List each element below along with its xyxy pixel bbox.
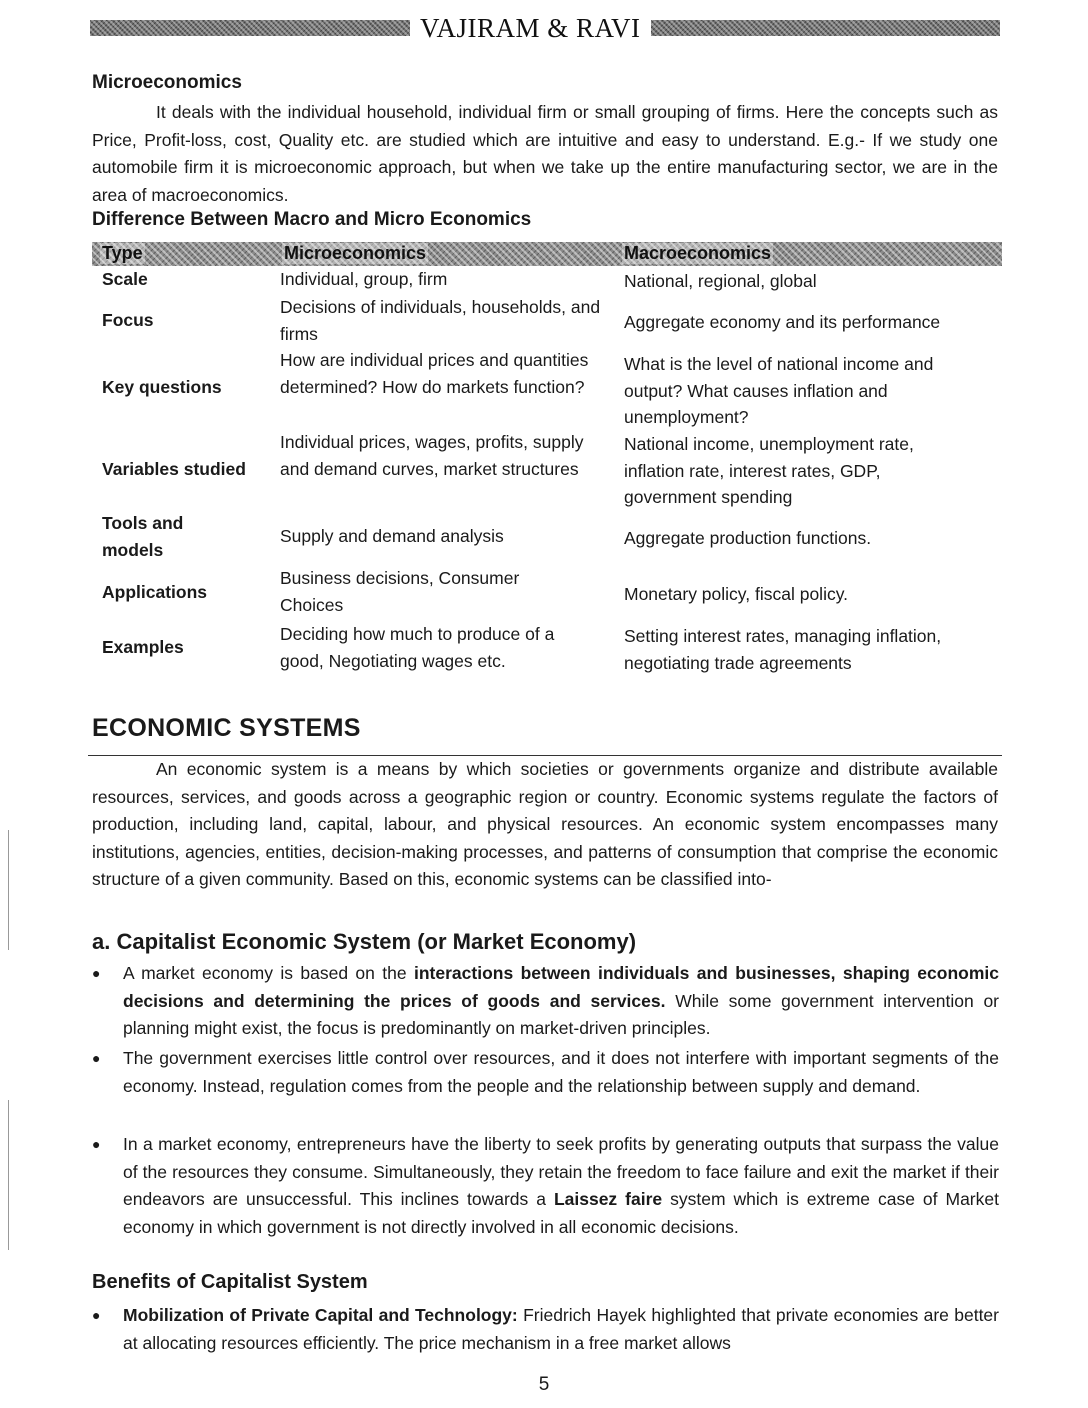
table-row — [92, 509, 1002, 564]
bullet-icon: ● — [92, 1050, 101, 1066]
bullet-text-part: In a market economy, entrepreneurs have the liberty to seek profits by generating outputs that surpass the value of the resources they consume. Simultaneously, they retain the freedom to face failure and exit the market if their endeavors are unsuccessful. This inclines towards a — [123, 1134, 999, 1209]
microeconomics-paragraph — [92, 99, 998, 209]
brand-title: VAJIRAM & RAVI — [420, 12, 641, 43]
bullet-text-part: Friedrich Hayek highlighted that private economies are better at allocating resources efficiently. The price mechanism in a free market allows — [123, 1305, 999, 1353]
row-macro: Monetary policy, fiscal policy. — [624, 584, 849, 605]
bullet-icon: ● — [92, 1136, 101, 1152]
bullet-icon: ● — [92, 965, 101, 981]
table-header — [92, 242, 1002, 266]
table-row — [92, 429, 1002, 509]
scan-margin-mark — [8, 1100, 9, 1250]
row-macro: What is the level of national income and output? What causes inflation and unemployment? — [624, 354, 934, 427]
row-type: Focus — [102, 310, 154, 331]
row-micro: Supply and demand analysis — [280, 526, 504, 547]
row-macro: Aggregate economy and its performance — [624, 311, 941, 332]
bullet-text-bold: interactions between individuals and businesses, shaping economic decisions and determining the prices of goods and services. — [123, 963, 999, 1011]
row-micro: Deciding how much to produce of a good, Negotiating wages etc. — [280, 624, 555, 671]
bullet-text-part: A market economy is based on the — [123, 963, 414, 983]
row-macro: Aggregate production functions. — [624, 528, 872, 549]
row-macro: National income, unemployment rate, inflation rate, interest rates, GDP, government spending — [624, 434, 914, 507]
table-row — [92, 565, 1002, 620]
row-type: Scale — [102, 268, 148, 289]
row-type: Applications — [102, 582, 208, 603]
column-header-type: Type — [102, 243, 143, 263]
row-micro: Individual prices, wages, profits, supply and demand curves, market structures — [280, 432, 584, 479]
row-macro: National, regional, global — [624, 271, 817, 291]
row-type: Tools and models — [102, 513, 184, 560]
economic-systems-text: An economic system is a means by which societies or governments organize and distribute available resources, services, and goods across a geographic region or country. Economic systems regulate the factors of production, including land, capital, labour, and physical resources. An economic system encompasses many institutions, agencies, entities, decision-making processes, and patterns of consumption that comprise the economic structure of a given community. Based on this, economic systems can be classified into- — [92, 759, 998, 889]
table-row — [92, 347, 1002, 427]
row-micro: Individual, group, firm — [280, 269, 448, 289]
bullet-text — [123, 1302, 999, 1357]
economic-systems-paragraph — [92, 756, 998, 894]
table-row — [92, 266, 1002, 292]
bullet-text-bold: Laissez faire — [553, 1189, 663, 1209]
row-micro: Business decisions, Consumer Choices — [280, 568, 520, 615]
scan-margin-mark — [8, 830, 9, 950]
column-header-macro: Macroeconomics — [624, 243, 772, 263]
table-row — [92, 621, 1002, 676]
row-type: Variables studied — [102, 458, 246, 479]
page-header — [90, 14, 1000, 42]
economic-systems-title: ECONOMIC SYSTEMS — [92, 714, 361, 742]
bullet-text-part: The government exercises little control over resources, and it does not interfere with important segments of the economy. Instead, regulation comes from the people and the relationship between supply and demand. — [123, 1048, 999, 1096]
row-micro: Decisions of individuals, households, and firms — [280, 297, 601, 344]
bullet-text-part: system which is extreme case of Market economy in which government is not directly involved in all economic decisions. — [123, 1189, 999, 1237]
capitalist-heading: a. Capitalist Economic System (or Market Economy) — [92, 929, 637, 954]
header-hatch-left — [90, 20, 410, 36]
header-hatch-right — [651, 20, 1000, 36]
bullet-text-bold: Mobilization of Private Capital and Technology: — [123, 1305, 518, 1325]
row-type: Key questions — [102, 376, 222, 397]
bullet-text — [123, 960, 999, 1043]
page-number: 5 — [538, 1374, 550, 1395]
bullet-text — [123, 1131, 999, 1241]
microeconomics-text: It deals with the individual household, individual firm or small grouping of firms. Here the concepts such as Price, Profit-loss, cost, Quality etc. are studied which are intuitive and easy to understand. E.g.- If we study one automobile firm it is microeconomic approach, but when we take up the entire manufacturing sector, we are in the area of macroeconomics. — [92, 102, 998, 205]
row-macro: Setting interest rates, managing inflation, negotiating trade agreements — [624, 626, 942, 673]
table-row — [92, 294, 1002, 347]
bullet-icon: ● — [92, 1307, 101, 1323]
difference-heading: Difference Between Macro and Micro Economics — [92, 209, 532, 230]
bullet-text-part: While some government intervention or planning might exist, the focus is predominantly on market-driven principles. — [123, 990, 1000, 1038]
bullet-text — [123, 1045, 999, 1100]
column-header-micro: Microeconomics — [284, 243, 427, 263]
microeconomics-heading: Microeconomics — [92, 72, 242, 93]
row-type: Examples — [102, 637, 184, 658]
row-micro: How are individual prices and quantities determined? How do markets function? — [280, 350, 589, 397]
benefits-heading: Benefits of Capitalist System — [92, 1271, 368, 1293]
